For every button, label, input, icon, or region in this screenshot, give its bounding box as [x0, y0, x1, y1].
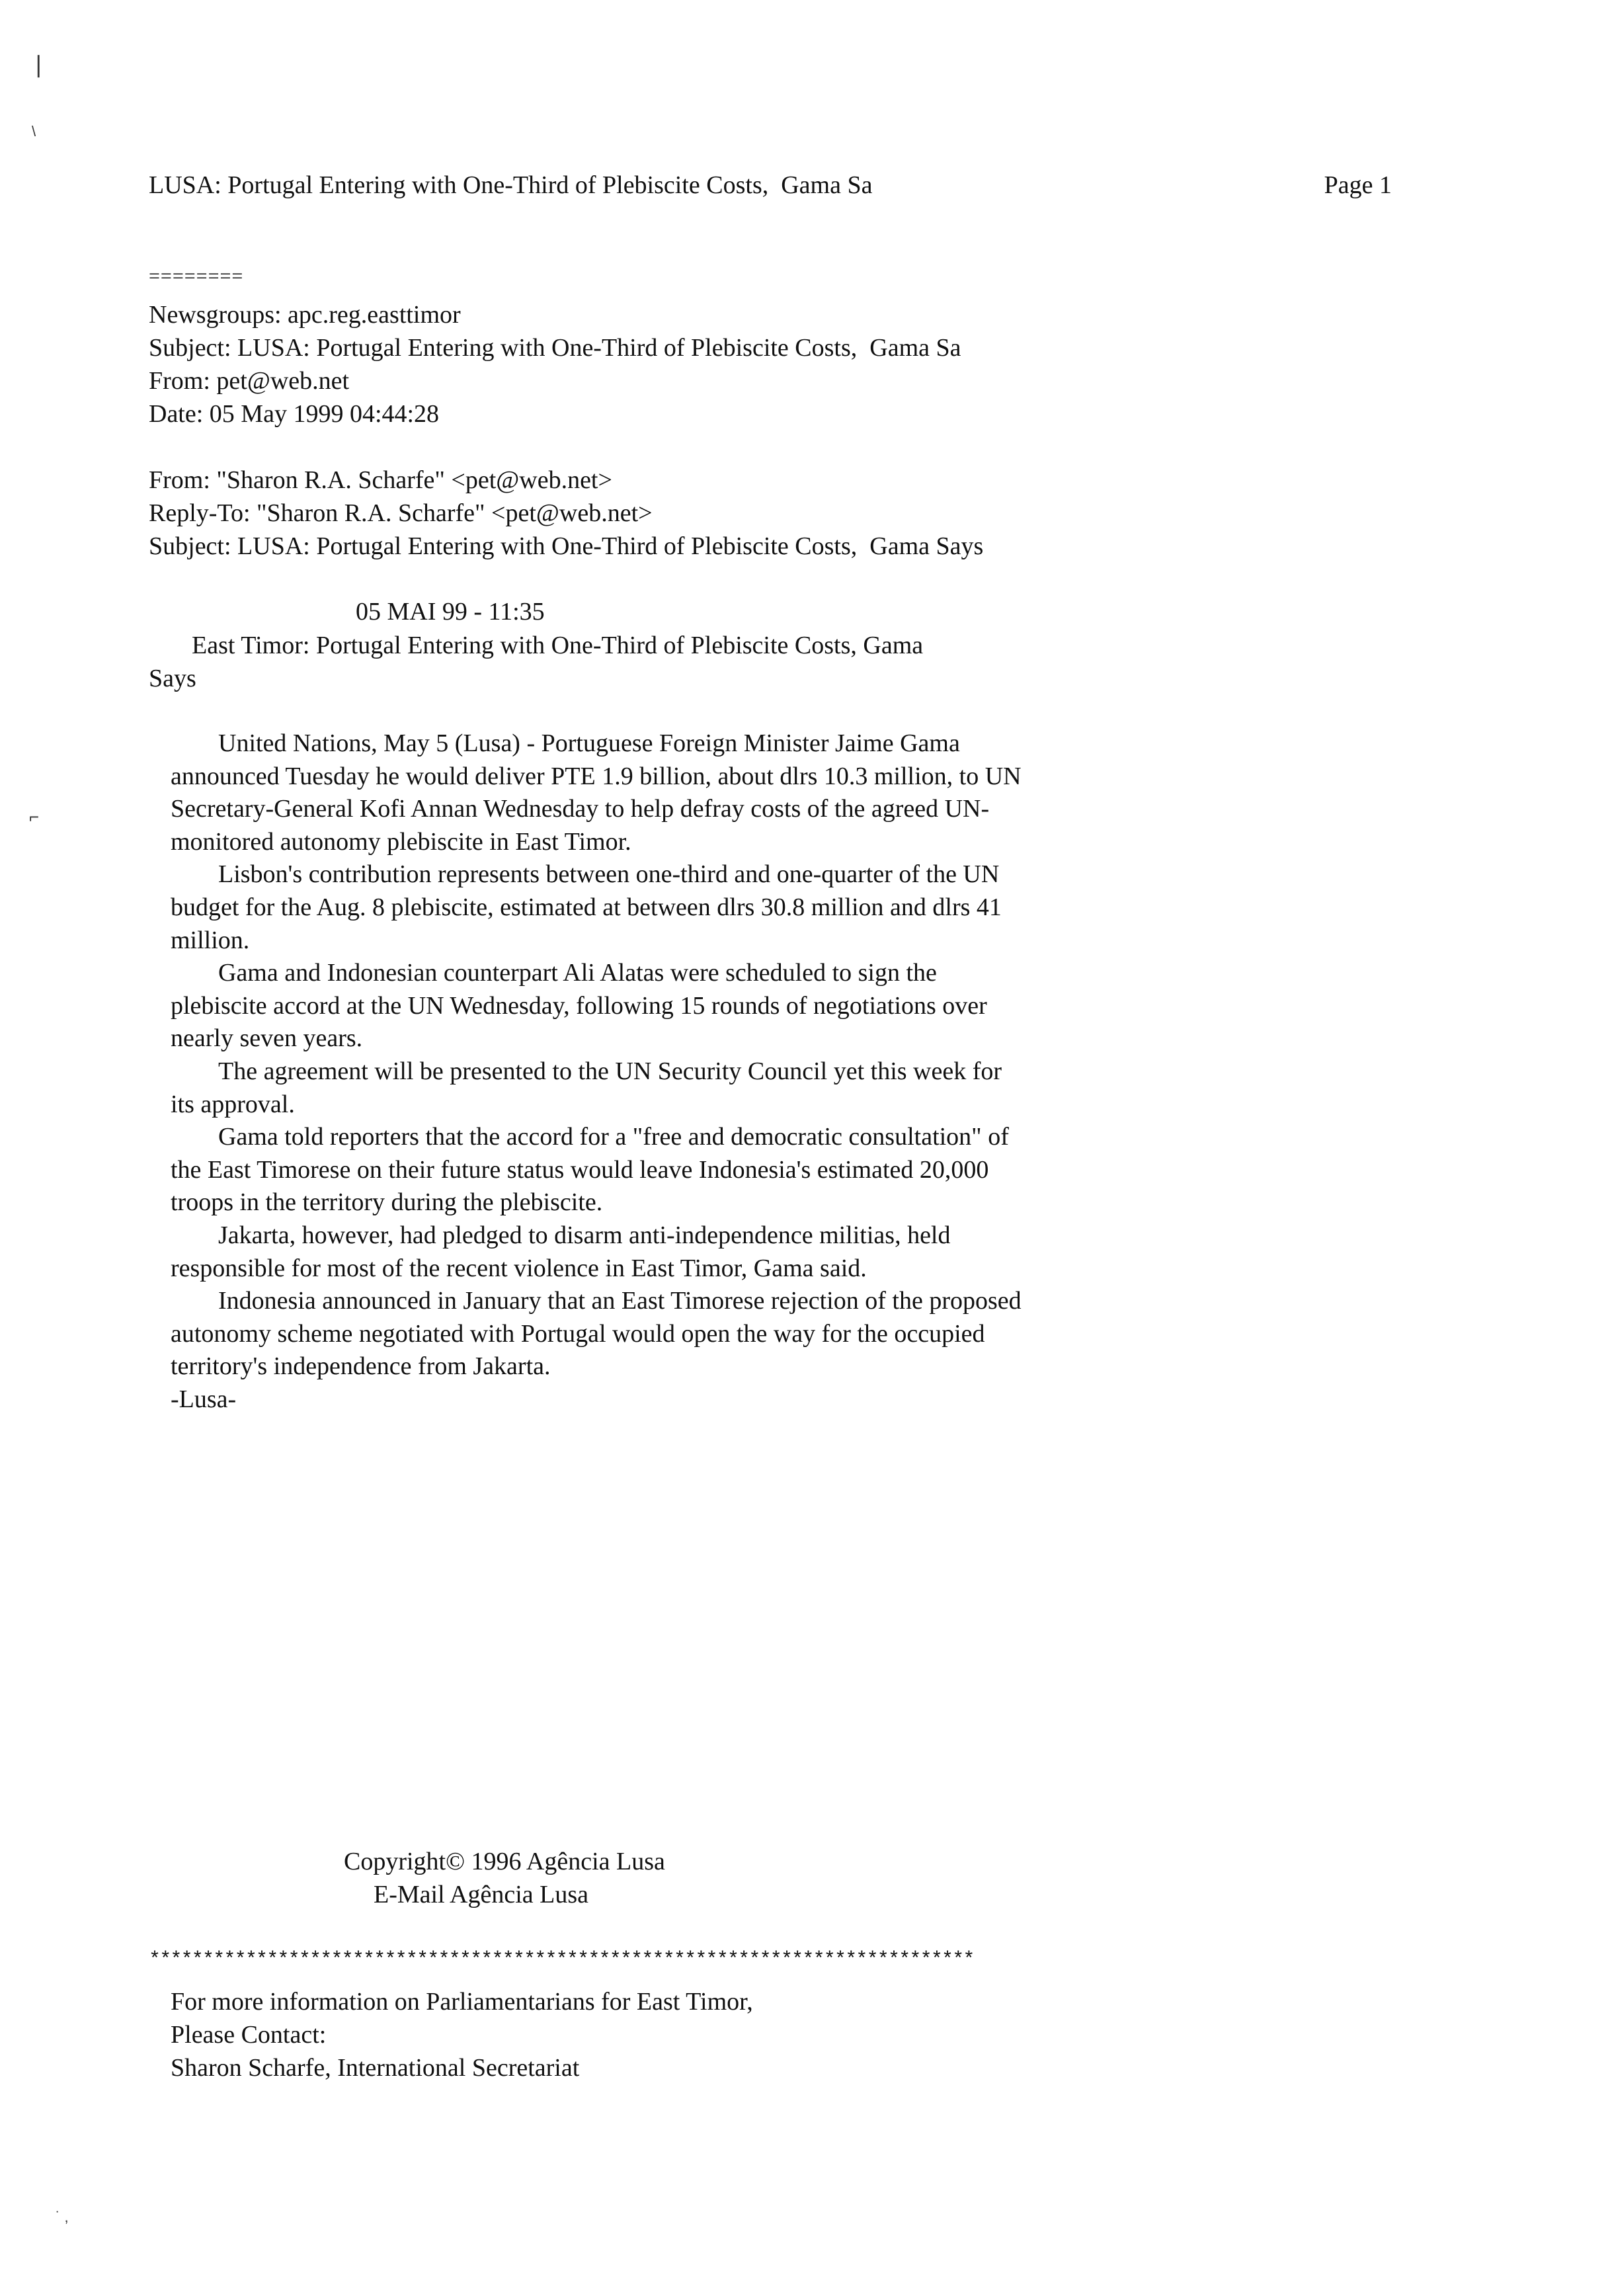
article-paragraph: Gama told reporters that the accord for a "free and democratic consultation" of the East Timorese on their future status would leave Indonesia's estimated 20,000 troops in the territory during the plebiscite. [171, 1123, 1009, 1217]
email-from-line: From: "Sharon R.A. Scharfe" <pet@web.net> [149, 466, 612, 494]
article-signoff: -Lusa- [171, 1385, 237, 1413]
copyright-email-line: E-Mail Agência Lusa [374, 1881, 589, 1908]
footer-info-line: For more information on Parliamentarians for East Timor, [171, 1988, 753, 2016]
scan-speck: ❘ [29, 52, 48, 77]
article-paragraph: The agreement will be presented to the UN Security Council yet this week for its approval. [171, 1057, 1002, 1118]
article-paragraph: Lisbon's contribution represents between one-third and one-quarter of the UN budget for the Aug. 8 plebiscite, estimated at between dlrs 30.8 million and dlrs 41 million. [171, 860, 1002, 954]
scan-speck: ⌐ [29, 807, 40, 827]
article-paragraph: Jakarta, however, had pledged to disarm anti-independence militias, held responsible for most of the recent violence in East Timor, Gama said. [171, 1221, 951, 1282]
subject-line: Subject: LUSA: Portugal Entering with One-Third of Plebiscite Costs, Gama Sa [149, 334, 961, 362]
email-reply-to-line: Reply-To: "Sharon R.A. Scharfe" <pet@web.net> [149, 499, 653, 527]
article-paragraph: Gama and Indonesian counterpart Ali Alatas were scheduled to sign the plebiscite accord at the UN Wednesday, following 15 rounds of negotiations over nearly seven years. [171, 959, 987, 1053]
article-headline-continued: Says [149, 665, 196, 692]
newsgroups-line: Newsgroups: apc.reg.easttimor [149, 301, 461, 329]
article-body [171, 727, 1030, 1416]
from-line: From: pet@web.net [149, 367, 350, 395]
copyright-line: Copyright© 1996 Agência Lusa [344, 1848, 665, 1875]
page-header-title: LUSA: Portugal Entering with One-Third of Plebiscite Costs, Gama Sa [149, 171, 873, 199]
email-subject-line: Subject: LUSA: Portugal Entering with One-Third of Plebiscite Costs, Gama Says [149, 532, 984, 560]
asterisk-divider: ***************************************************************************** [149, 1949, 974, 1971]
separator-line: ======== [149, 265, 244, 287]
footer-contact-line: Please Contact: [171, 2021, 327, 2049]
article-paragraph: United Nations, May 5 (Lusa) - Portuguese Foreign Minister Jaime Gama announced Tuesday he would deliver PTE 1.9 billion, about dlrs 10.3 million, to UN Secretary-General Kofi Annan Wednesday to help defray costs of the agreed UN-monitored autonomy plebiscite in East Timor. [171, 729, 1022, 856]
article-dateline: 05 MAI 99 - 11:35 [356, 598, 545, 626]
article-headline: East Timor: Portugal Entering with One-Third of Plebiscite Costs, Gama [192, 632, 924, 659]
page-number: Page 1 [1324, 171, 1392, 199]
scan-speck: \ [32, 123, 36, 140]
article-paragraph: Indonesia announced in January that an East Timorese rejection of the proposed autonomy scheme negotiated with Portugal would open the way for the occupied territory's independence from Jakarta. [171, 1287, 1022, 1381]
footer-secretariat-line: Sharon Scharfe, International Secretariat [171, 2054, 580, 2082]
scan-speck: ˙ , [56, 2209, 69, 2225]
date-line: Date: 05 May 1999 04:44:28 [149, 400, 440, 428]
